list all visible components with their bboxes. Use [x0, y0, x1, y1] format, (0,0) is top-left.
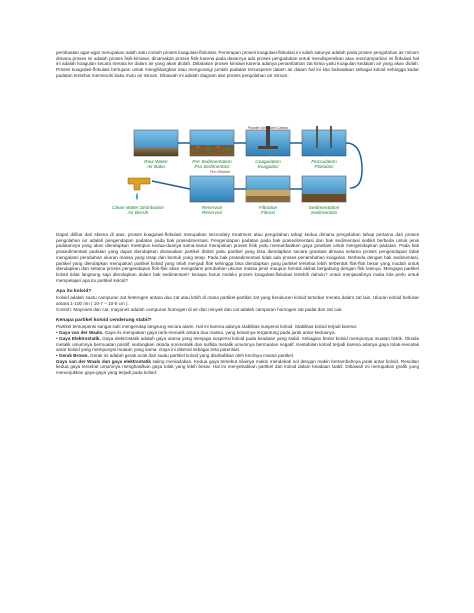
- bullet-text: Gerak ini adalah gerak acak dari suatu partikel koloid yang disebabkan oleh kecilnya massa partikel.: [88, 352, 295, 358]
- bullet-text: Gaya elektrostatik adalah gaya utama yang menjaga suspensi koloid pada keadaan yang stabil. Sebagian besar koloid mempunyai muatan listrik. Oksida metalik umumnya bermuatan positif, sedangkan oksida nonmetalik dan sulfida metalik umumnya bermuatan negatif. Kestabilan koloid terjadi karena adanya gaya tolak-menolak antar koloid yang mempunyai muatan yang sama. Gaya ini dikenal sebagai zeta potensial.: [56, 335, 419, 353]
- label-koagulasi: Koagulasi: [257, 165, 279, 170]
- document-body: [56, 232, 419, 376]
- paragraph-final: [56, 359, 419, 376]
- bullet-term: • Gaya van der Waals.: [56, 330, 104, 336]
- faucet-icon: [128, 178, 150, 200]
- heading-apa-itu-koloid: Apa itu koloid?: [56, 289, 92, 295]
- label-sedimentasi: Sedimentasi: [310, 211, 338, 216]
- label-sedimentation: Sedimentation: [308, 206, 340, 211]
- bullet-term: • Gaya Elektrostatik.: [56, 335, 101, 341]
- paragraph-secondary-treatment: Dapat dilihat dari skema di atas, proses koagulasi-flokulasi merupakan secondary treatment atau pengolahan tahap kedua dimana pengolahan tahap pertama dari proses pengolahan air adalah pengendapan padatan pada bak prasedimentasi. Pengendapan padatan pada bak prasedimentasi dan bak sedimentasi sedikit berbeda untuk jenis padatannya yang akan diendapkan meskipun kedua-duanya sama-sama merupakan proses fisik yaitu memanfaatkan gaya gravitasi untuk mengendapkan padatan. Pada bak prasedimentasi padatan yang dapat diendapkan dinamakan partikel diskrit yaitu partikel yang bisa diendapkan secara gravitasi dimana selama proses pengendapan tidak mengalami perubahan ukuran massa yang tetap dan bentuk yang tetap. Pada bak prasedimentasi tidak ada proses penambahan koagulan. Berbeda dengan bak sedimentasi, partikel yang diendapkan merupakan partikel koloid yang telah menjadi flok sehingga bisa diendapkan yang partikel tersebut lebih terbentuk flok-flok besar yang mudah untuk diendapkan dan selama proses pengendapan flok-flok akan mengalami perubahan ukuran massa jenis maupun bentuk akibat bergabung dengan flok lainnya. Mengapa partikel koloid tidak langsung saja diendapkan dalam bak sedimentasi? kenapa harus melalui proses koagulasi-flokulasi terlebih dahulu? untuk menjawabnya maka kita perlu untuk mempelajari apa itu partikel koloid?: [56, 232, 419, 283]
- label-air-bersih: Air Bersih: [127, 211, 149, 216]
- intro-paragraph: pembuatan agar-agar merupakan salah satu contoh proses koagulasi-flokulasi. Penerapan proses koagulasi-flokulasi ini salah satunya adalah pada proses pengolahan air minum dimana proses ini adalah proses fisik-kimiawi, dinamakan proses fisik karena pada dasarnya ada proses pengadukan untuk mendispersikan atau mencampurkan ini flokulasi hal ini adalah koagulan secara merata ke dalam air yang akan diolah. Dikatakan proses kimiawi karena adanya penambahan zat kimia yaitu koagulan kedalam air yang akan diolah. Proses koagulasi-flokulasi bertujuan untuk menghilangkan atau mengurangi jumlah padatan tersuspensi dalam air dalam hal ini kita bahasakan sebagai koloid sehingga kadar padatan tersebut memenuhi baku mutu air minum. Dibawah ini adalah diagram alur proses pengolahan air minum:: [56, 50, 419, 78]
- label-filtration: Filtration: [258, 206, 278, 211]
- tank-coagulation: [246, 126, 290, 156]
- tank-sedimentation: [302, 176, 346, 202]
- label-flocculation: Flocculation: [311, 160, 337, 165]
- tank-filtration: [246, 176, 290, 202]
- tank-reservoir: [190, 176, 234, 202]
- heading-koloid-stabil: Kenapa partikel koloid cenderung stabil?: [56, 318, 152, 324]
- water-treatment-diagram: [110, 126, 368, 226]
- bullet-term: • Gerak Brown.: [56, 352, 89, 358]
- label-carbon: Powder Activated Carbon: [247, 126, 289, 130]
- label-coagulation: Coagulation: [255, 160, 281, 165]
- label-reservoir-id: Reservoir: [201, 211, 223, 216]
- label-pra-sedimentasi: Pra Sedimentasi: [194, 165, 230, 170]
- paragraph-koloid-definition: Koloid adalah suatu campuran zat heterogen antara dua zat atau lebih di mana partikel-partikel zat yang berukuran koloid tersebar merata dalam zat lain. Ukuran koloid berkisar antara 1-100 nm ( 10-7 – 10-5 cm ).: [56, 295, 419, 307]
- tank-raw-water: [134, 130, 178, 156]
- flow-arrow-turn: [346, 143, 362, 188]
- label-pre-sedimentation: Pre Sedimentation: [192, 160, 232, 165]
- label-filtrasi: Filtrasi: [260, 211, 276, 216]
- label-chlorine: Pre Chlorine: [210, 170, 230, 174]
- label-flokulasi: Flokulasi: [314, 165, 334, 170]
- bullet-text: Gaya ini merupakan gaya tarik-menarik antara dua massa, yang besarnya tergantung pada jarak antar keduanya.: [103, 330, 336, 336]
- tank-flocculation: [302, 126, 346, 156]
- document-page: [56, 50, 419, 79]
- label-reservoir: Reservoir: [201, 206, 223, 211]
- paragraph-koloid-example: Contoh: Mayones dan cat, mayones adalah campuran homogen di air dan minyak dan cat adalah campuran homogen zat padat dan zat cair.: [56, 306, 343, 312]
- label-air-baku: Air Baku: [146, 165, 166, 170]
- label-raw-water: Raw Water: [144, 160, 168, 165]
- tank-pre-sedimentation: [190, 130, 234, 156]
- bullet-elektrostatik: [56, 336, 419, 353]
- final-text: saling meniadakan. Kedua gaya tersebut nilainya makin mendekati nol dengan makin bertambahnya jarak antar koloid. Resultan kedua gaya tersebut umumnya menghasilkan gaya tolak yang lebih besar. Hal ini menyebabkan partikel dan koloid dalam keadaan stabil. Dibawah ini merupakan grafik yang menunjukkan gaya-gaya yang terjadi pada koloid:: [56, 358, 419, 376]
- final-term: Gaya van der Waals dan gaya elektrostatik: [56, 358, 151, 364]
- paragraph-stability-intro: Partikel tersuspensi sangat sulit mengendap langsung secara alami. Hal ini karena adanya stabilitas suspensi koloid. Stabilitas koloid terjadi karena:: [56, 324, 358, 330]
- label-clean-water: Clean Water Distribution: [112, 206, 164, 211]
